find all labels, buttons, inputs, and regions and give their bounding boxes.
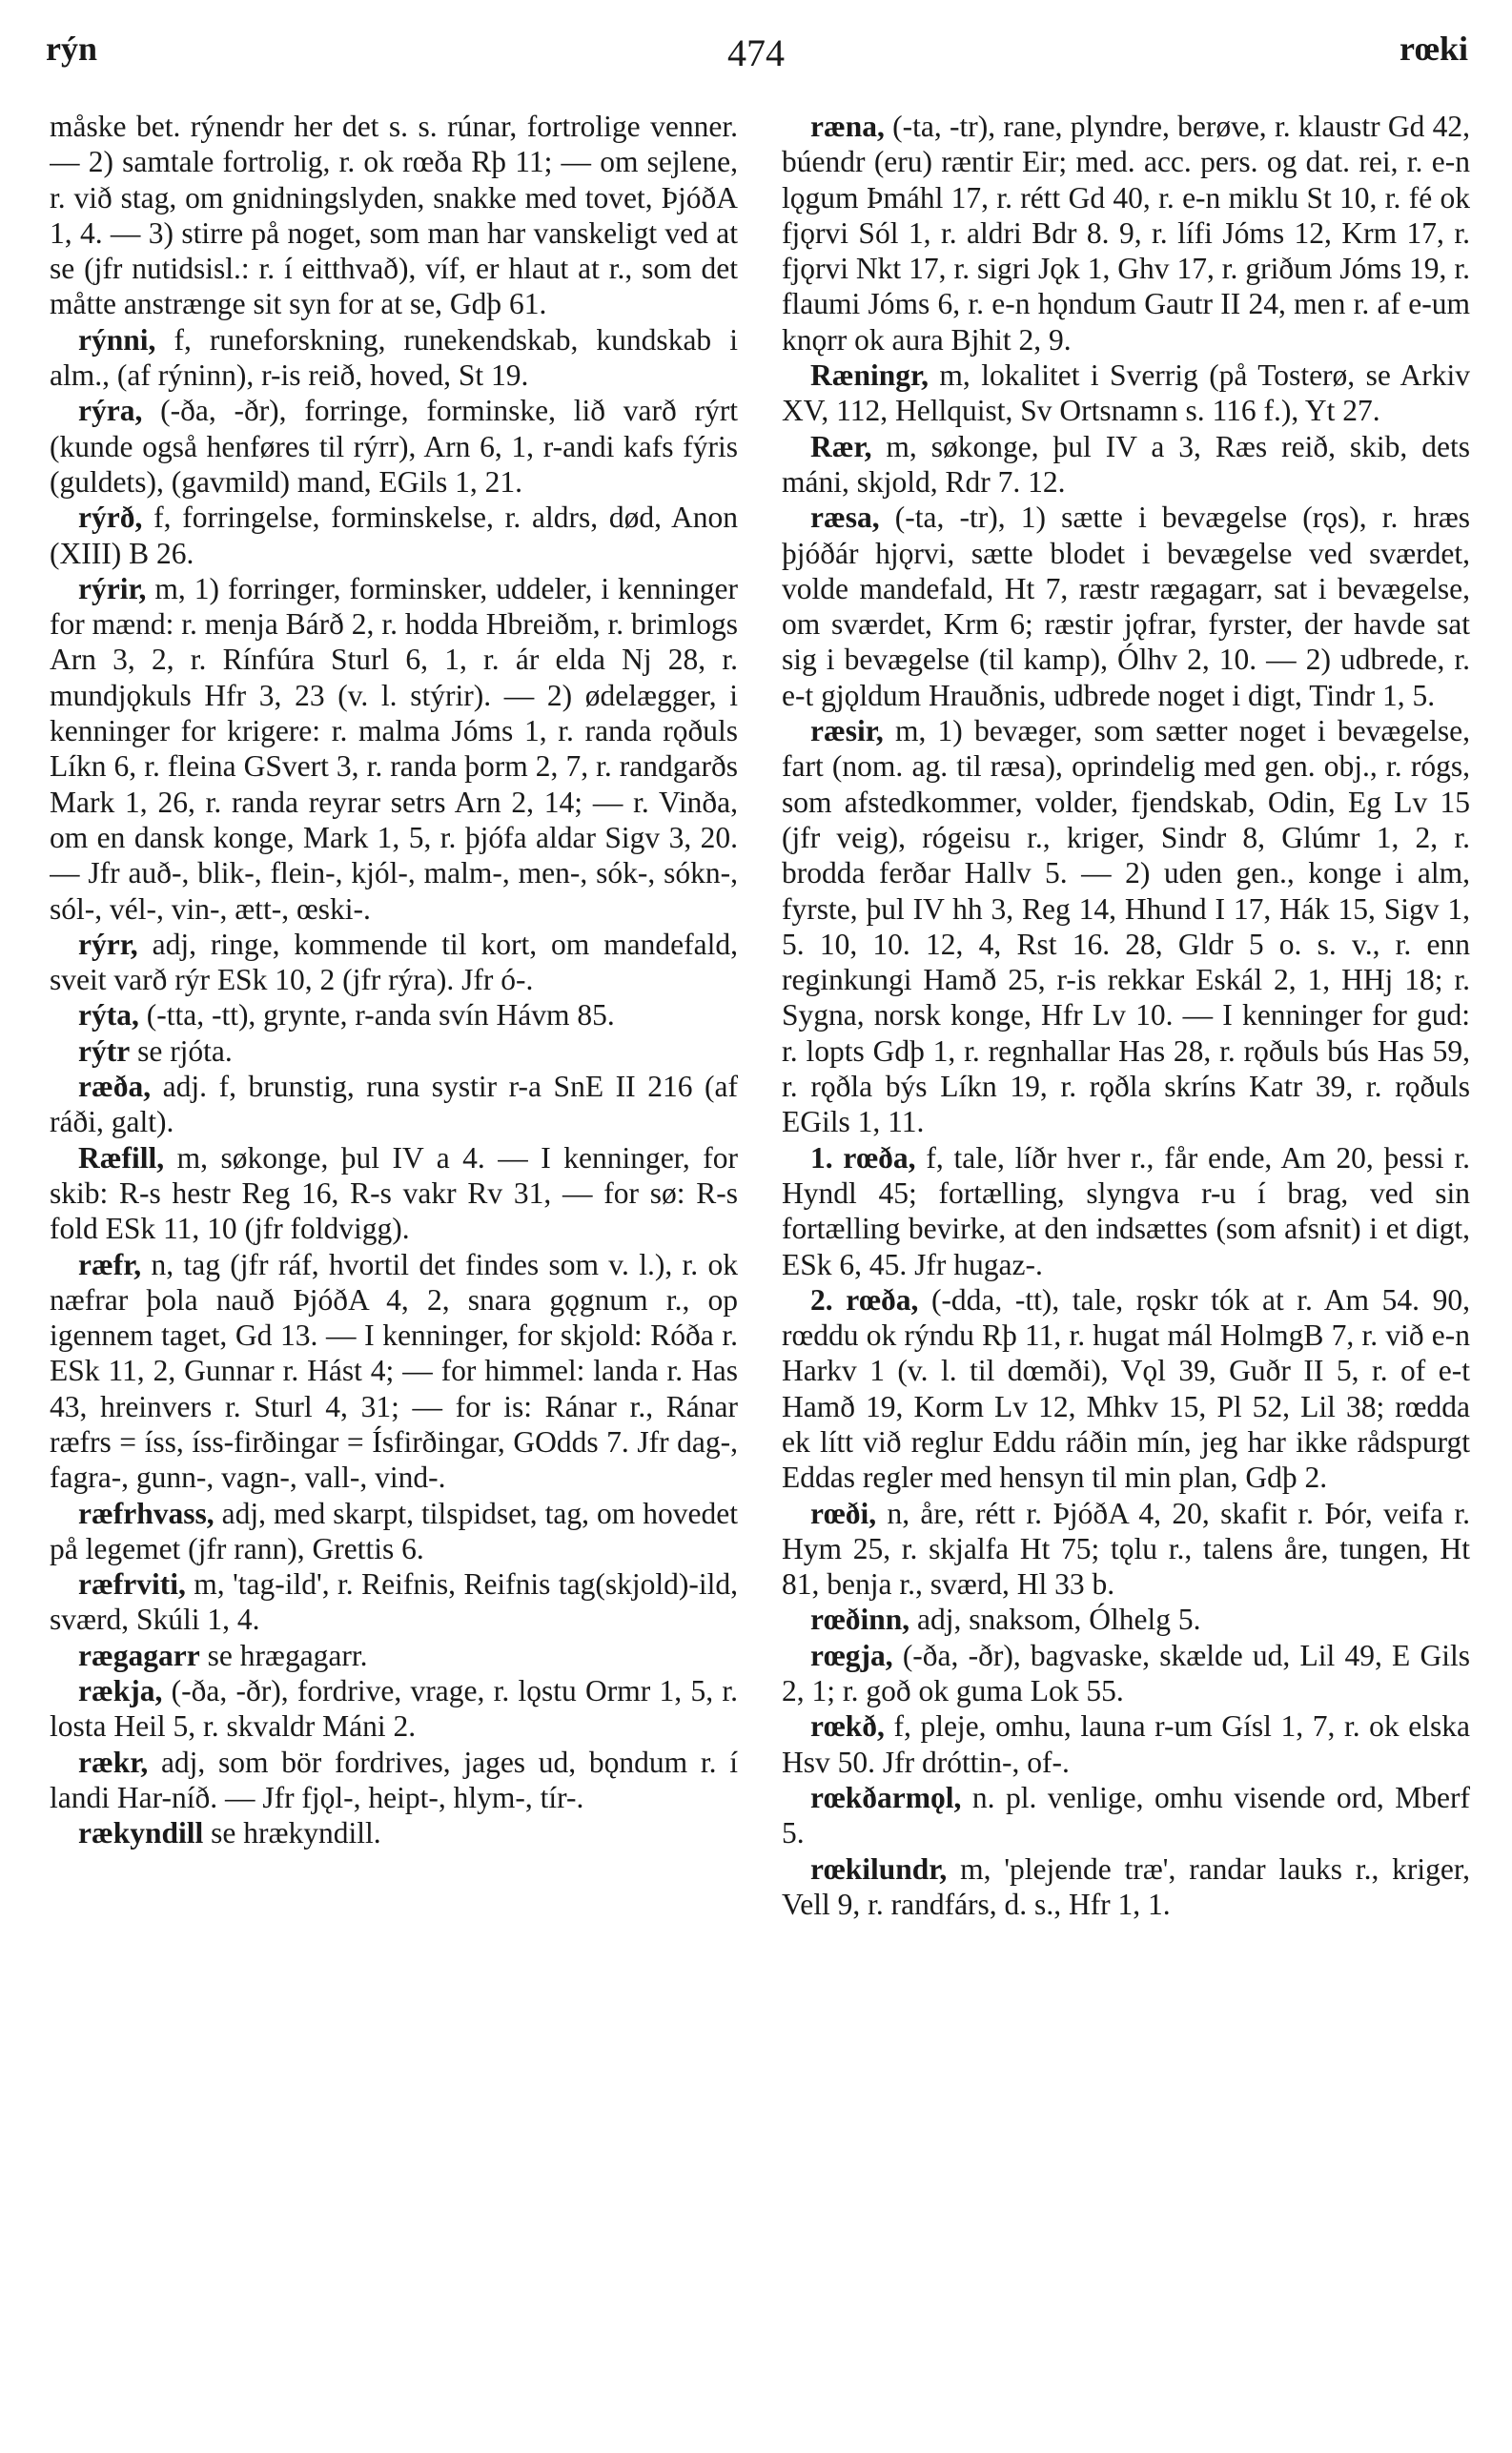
entry-text: f, forringelse, forminskelse, r. aldrs, død, Anon (XIII) B 26. — [50, 501, 738, 570]
entry-text: adj, snaksom, Ólhelg 5. — [909, 1603, 1201, 1637]
entry-text: se rjóta. — [130, 1033, 233, 1068]
entry-text: (-ta, -tr), rane, plyndre, berøve, r. klaustr Gd 42, búendr (eru) ræntir Eir; med. acc. pers. og dat. rei, r. e-n lǫgum Þmáhl 17, r. rétt Gd 40, r. e-n miklu St 10, r. fé ok fjǫrvi Sól 1, r. aldri Bdr 8. 9, r. lífi Jóms 12, Krm 17, r. fjǫrvi Nkt 17, r. sigri Jǫk 1, Ghv 17, r. griðum Jóms 19, r. flaumi Jóms 6, r. e-n hǫndum Gautr II 24, men r. af e-um knǫrr ok aura Bjhit 2, 9. — [782, 110, 1470, 357]
dictionary-entry — [50, 393, 738, 500]
dictionary-entry — [50, 997, 738, 1032]
entry-text: m, 'tag-ild', r. Reifnis, Reifnis tag(skjold)-ild, sværd, Skúli 1, 4. — [50, 1567, 738, 1637]
entry-headword: ræsir, — [810, 714, 884, 748]
entry-text: m, 'plejende træ', randar lauks r., kriger, Vell 9, r. randfárs, d. s., Hfr 1, 1. — [782, 1851, 1470, 1921]
dictionary-entry — [782, 1638, 1470, 1709]
entry-headword: rýta, — [78, 998, 139, 1032]
entry-text: adj, ringe, kommende til kort, om mandefald, sveit varð rýr ESk 10, 2 (jfr rýra). Jfr ó-. — [50, 927, 738, 997]
entry-headword: ræfrhvass, — [78, 1496, 215, 1530]
entry-text: m, søkonge, þul IV a 3, Ræs reið, skib, dets máni, skjold, Rdr 7. 12. — [782, 429, 1470, 499]
dictionary-entry — [782, 1140, 1470, 1282]
dictionary-entry — [50, 1673, 738, 1745]
dictionary-entry — [50, 1815, 738, 1850]
entry-headword: rýtr — [78, 1033, 131, 1068]
dictionary-entry — [50, 1496, 738, 1567]
entry-headword: Rær, — [810, 429, 872, 463]
entry-headword: rækr, — [78, 1745, 149, 1779]
entry-text: f, tale, líðr hver r., får ende, Am 20, þessi r. Hyndl 45; fortælling, slyngva r-u í brag, ved sin fortælling bevirke, at den indsættes (som afsnit) i et digt, ESk 6, 45. Jfr hugaz-. — [782, 1140, 1470, 1281]
entry-text: se hrægagarr. — [199, 1638, 368, 1672]
dictionary-entry — [50, 109, 738, 322]
right-running-headword: rœki — [1400, 30, 1468, 68]
entry-headword: Ræningr, — [810, 358, 930, 393]
entry-headword: rœkð, — [810, 1709, 885, 1744]
entry-text: (-ða, -ðr), fordrive, vrage, r. lǫstu Ormr 1, 5, r. losta Heil 5, r. skvaldr Máni 2. — [50, 1674, 738, 1744]
entry-headword: 2. rœða, — [810, 1282, 919, 1317]
dictionary-entry — [782, 1780, 1470, 1851]
entry-text: adj, som bör fordrives, jages ud, bǫndum r. í landi Har-níð. — Jfr fjǫl-, heipt-, hlym-, tír-. — [50, 1745, 738, 1814]
entry-text: (-dda, -tt), tale, rǫskr tók at r. Am 54. 90, rœddu ok rýndu Rþ 11, r. hugat mál HolmgB 7, r. við e-n Harkv 1 (v. l. til dœmði), Vǫl 39, Guðr II 5, r. of e-t Hamð 19, Korm Lv 12, Mhkv 15, Pl 52, Lil 38; rœdda ek lítt við reglur Eddu ráðin mín, jeg har ikke rådspurgt Eddas regler med hensyn til min plan, Gdþ 2. — [782, 1282, 1470, 1495]
entry-text: f, pleje, omhu, launa r-um Gísl 1, 7, r. ok elska Hsv 50. Jfr dróttin-, of-. — [782, 1709, 1470, 1779]
entry-headword: ræfrviti, — [78, 1567, 186, 1602]
dictionary-entry — [782, 1496, 1470, 1603]
dictionary-entry — [50, 1140, 738, 1247]
entry-headword: 1. rœða, — [810, 1140, 916, 1175]
entry-text: n, tag (jfr ráf, hvortil det findes som v. l.), r. ok næfrar þola nauð ÞjóðA 4, 2, snara gǫgnum r., op igennem taget, Gd 13. — I kenninger, for skjold: Róða r. ESk 11, 2, Gunnar r. Hást 4; — for himmel: landa r. Has 43, hreinvers r. Sturl 4, 31; — for is: Ránar r., Ránar ræfrs = íss, íss-firðingar = Ísfirðingar, GOdds 7. Jfr dag-, fagra-, gunn-, vagn-, vall-, vind-. — [50, 1247, 738, 1495]
entry-headword: rœði, — [810, 1496, 877, 1530]
left-column — [50, 109, 738, 2435]
entry-text: (-ða, -ðr), forringe, forminske, lið varð rýrt (kunde også henføres til rýrr), Arn 6, 1, r-andi kafs fýris (guldets), (gavmild) mand, EGils 1, 21. — [50, 394, 738, 499]
dictionary-entry — [50, 1247, 738, 1496]
entry-headword: ræsa, — [810, 501, 880, 535]
entry-headword: rýrir, — [78, 571, 147, 605]
page-number: 474 — [727, 31, 785, 74]
dictionary-entry — [782, 358, 1470, 429]
dictionary-entry — [50, 1566, 738, 1638]
dictionary-entry — [50, 571, 738, 927]
dictionary-entry — [782, 109, 1470, 358]
entry-headword: rækja, — [78, 1674, 163, 1708]
entry-headword: rœkilundr, — [810, 1851, 948, 1886]
entry-headword: rægagarr — [78, 1638, 200, 1672]
entry-text: adj, med skarpt, tilspidset, tag, om hovedet på legemet (jfr rann), Grettis 6. — [50, 1496, 738, 1565]
entry-text: m, søkonge, þul IV a 4. — I kenninger, for skib: R-s hestr Reg 16, R-s vakr Rv 31, — for sø: R-s fold ESk 11, 10 (jfr foldvigg). — [50, 1140, 738, 1246]
entry-headword: rýrr, — [78, 927, 138, 961]
entry-headword: rýnni, — [78, 322, 156, 357]
dictionary-entry — [50, 1033, 738, 1069]
dictionary-entry — [782, 1602, 1470, 1637]
entry-headword: rœðinn, — [810, 1603, 910, 1637]
dictionary-entry — [50, 927, 738, 998]
right-column — [782, 109, 1470, 2435]
entry-headword: rýrð, — [78, 501, 143, 535]
entry-headword: Ræfill, — [78, 1140, 165, 1175]
entry-text: måske bet. rýnendr her det s. s. rúnar, fortrolige venner. — 2) samtale fortrolig, r. ok rœða Rþ 11; — om sejlene, r. við stag, om gnidningslyden, snakke med tovet, ÞjóðA 1, 4. — 3) stirre på noget, som man har vanskeligt ved at se (jfr nutidsisl.: r. í eitthvað), víf, er hlaut at r., som det måtte anstrænge sit syn for at se, Gdþ 61. — [50, 110, 738, 321]
entry-text: adj. f, brunstig, runa systir r-a SnE II 216 (af ráði, galt). — [50, 1070, 738, 1139]
entry-headword: rækyndill — [78, 1816, 204, 1850]
entry-headword: rœkðarmǫl, — [810, 1780, 962, 1814]
entry-text: f, runeforskning, runekendskab, kundskab i alm., (af rýninn), r-is reið, hoved, St 19. — [50, 322, 738, 393]
entry-headword: rœgja, — [810, 1638, 893, 1672]
dictionary-entry — [50, 1745, 738, 1816]
entry-headword: ræfr, — [78, 1247, 142, 1281]
left-running-headword: rýn — [46, 30, 97, 68]
entry-text: m, lokalitet i Sverrig (på Tosterø, se Arkiv XV, 112, Hellquist, Sv Ortsnamn s. 116 f.), Yt 27. — [782, 358, 1470, 428]
entry-headword: rýra, — [78, 394, 143, 428]
entry-headword: ræða, — [78, 1070, 152, 1104]
dictionary-entry — [50, 500, 738, 571]
entry-text: m, 1) forringer, forminsker, uddeler, i kenninger for mænd: r. menja Bárð 2, r. hodda Hbreiðm, r. brimlogs Arn 3, 2, r. Rínfúra Sturl 6, 1, r. ár elda Nj 28, r. mundjǫkuls Hfr 3, 23 (v. l. stýrir). — 2) ødelægger, i kenninger for krigere: r. malma Jóms 1, r. randa rǫðuls Líkn 6, r. fleina GSvert 3, r. randa þorm 2, 7, r. randgarðs Mark 1, 26, r. randa reyrar setrs Arn 2, 14; — r. Vinða, om en dansk konge, Mark 1, 5, r. þjófa aldar Sigv 3, 20. — Jfr auð-, blik-, flein-, kjól-, malm-, men-, sók-, sókn-, sól-, vél-, vin-, ætt-, œski-. — [50, 571, 738, 926]
entry-text: (-tta, -tt), grynte, r-anda svín Hávm 85. — [138, 998, 615, 1032]
dictionary-entry — [782, 500, 1470, 713]
dictionary-entry — [782, 1851, 1470, 1923]
dictionary-entry — [50, 1069, 738, 1140]
page-header — [0, 25, 1512, 82]
entry-text: (-ta, -tr), 1) sætte i bevægelse (rǫs), r. hræs þjóðár hjǫrvi, sætte blodet i bevægelse ved sværdet, volde mandefald, Ht 7, ræstr rægagarr, sat i bevægelse, om sværdet, Krm 6; ræstir jǫfrar, fyrster, der havde sat sig i bevægelse (til kamp), Ólhv 2, 10. — 2) udbrede, r. e-t gjǫldum Hrauðnis, udbrede noget i digt, Tindr 1, 5. — [782, 501, 1470, 712]
entry-headword: ræna, — [810, 110, 885, 143]
entry-text: n. pl. venlige, omhu visende ord, Mberf 5. — [782, 1780, 1470, 1850]
entry-text: (-ða, -ðr), bagvaske, skælde ud, Lil 49, E Gils 2, 1; r. goð ok guma Lok 55. — [782, 1638, 1470, 1708]
entry-text: n, åre, rétt r. ÞjóðA 4, 20, skafit r. Þór, veifa r. Hym 25, r. skjalfa Ht 75; tǫlu r., talens åre, tungen, Ht 81, benja r., sværd, Hl 33 b. — [782, 1496, 1470, 1602]
entry-text: m, 1) bevæger, som sætter noget i bevægelse, fart (nom. ag. til ræsa), oprindelig med gen. obj., r. rógs, som afstedkommer, volder, fjendskab, Odin, Eg Lv 15 (jfr veig), rógeisu r., kriger, Sindr 8, Glúmr 1, 2, r. brodda ferðar Hallv 5. — 2) uden gen., konge i alm, fyrste, þul IV hh 3, Reg 14, Hhund I 17, Hák 15, Sigv 1, 5. 10, 10. 12, 4, Rst 16. 28, Gldr 5 o. s. v., r. enn reginkungi Hamð 25, r-is rekkar Eskál 2, 1, HHj 18; r. Sygna, norsk konge, Hfr Lv 10. — I kenninger for gud: r. lopts Gdþ 1, r. regnhallar Has 28, r. rǫðuls bús Has 59, r. rǫðla býs Líkn 19, r. rǫðla skríns Katr 39, r. rǫðuls EGils 1, 11. — [782, 714, 1470, 1139]
dictionary-entry — [50, 322, 738, 394]
dictionary-entry — [782, 1708, 1470, 1780]
dictionary-entry — [50, 1638, 738, 1673]
dictionary-entry — [782, 1282, 1470, 1496]
dictionary-entry — [782, 713, 1470, 1140]
entry-text: se hrækyndill. — [203, 1816, 381, 1850]
dictionary-entry — [782, 429, 1470, 501]
